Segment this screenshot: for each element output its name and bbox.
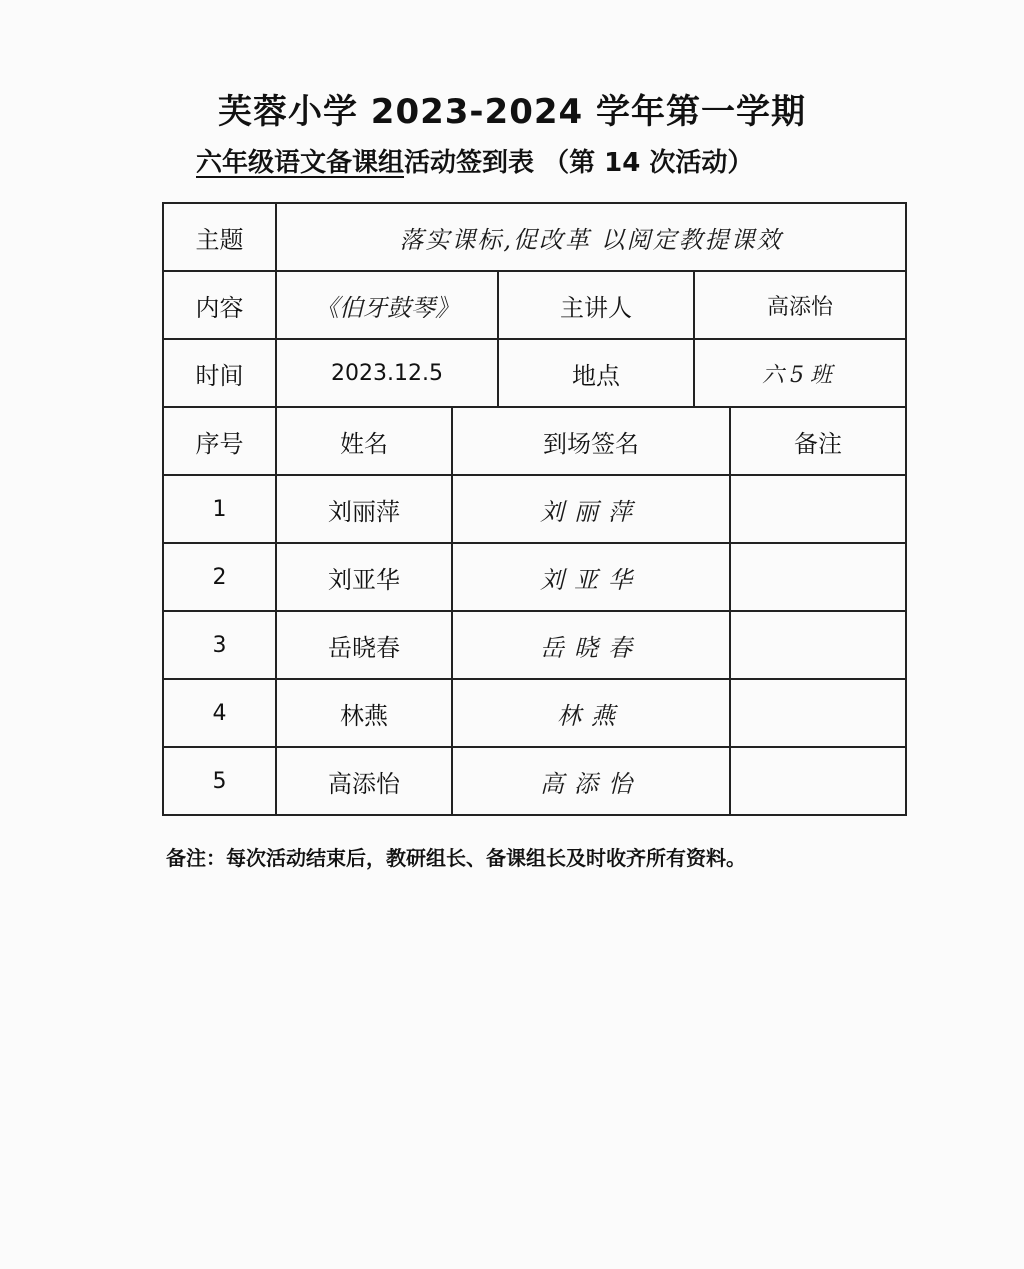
row-name: 岳晓春 [276,611,452,679]
col-header-remark: 备注 [730,407,906,475]
sign-in-table [162,202,907,816]
theme-value: 落实课标,促改革 以阅定教提课效 [276,203,906,271]
row-signature: 岳晓春 [452,611,730,679]
row-number: 2 [163,543,276,611]
row-signature: 刘丽萍 [452,475,730,543]
table-row [163,543,906,611]
row-name: 高添怡 [276,747,452,815]
row-signature: 林燕 [452,679,730,747]
theme-row [163,203,906,271]
row-remark [730,611,906,679]
time-row [163,339,906,407]
subtitle-rest: 活动签到表 （第 14 次活动） [404,148,754,178]
row-name: 林燕 [276,679,452,747]
place-label: 地点 [498,339,694,407]
table-row [163,475,906,543]
speaker-value: 高添怡 [694,271,906,339]
row-number: 5 [163,747,276,815]
row-name: 刘亚华 [276,543,452,611]
row-signature: 刘亚华 [452,543,730,611]
footnote: 备注：每次活动结束后，教研组长、备课组长及时收齐所有资料。 [166,846,746,870]
row-number: 3 [163,611,276,679]
row-signature: 高添怡 [452,747,730,815]
time-label: 时间 [163,339,276,407]
document-title: 芙蓉小学 2023-2024 学年第一学期 [217,92,807,132]
row-remark [730,747,906,815]
content-label: 内容 [163,271,276,339]
place-value: 六5班 [694,339,906,407]
group-name: 六年级语文备课组 [196,148,405,178]
theme-label: 主题 [163,203,276,271]
row-number: 4 [163,679,276,747]
row-number: 1 [163,475,276,543]
content-row [163,271,906,339]
content-value: 《伯牙鼓琴》 [276,271,498,339]
row-name: 刘丽萍 [276,475,452,543]
column-header-row [163,407,906,475]
speaker-label: 主讲人 [498,271,694,339]
col-header-signature: 到场签名 [452,407,730,475]
row-remark [730,543,906,611]
row-remark [730,475,906,543]
table-row [163,611,906,679]
document-subtitle [196,142,753,179]
col-header-name: 姓名 [276,407,452,475]
time-value: 2023.12.5 [276,339,498,407]
table-row [163,679,906,747]
row-remark [730,679,906,747]
col-header-no: 序号 [163,407,276,475]
table-row [163,747,906,815]
